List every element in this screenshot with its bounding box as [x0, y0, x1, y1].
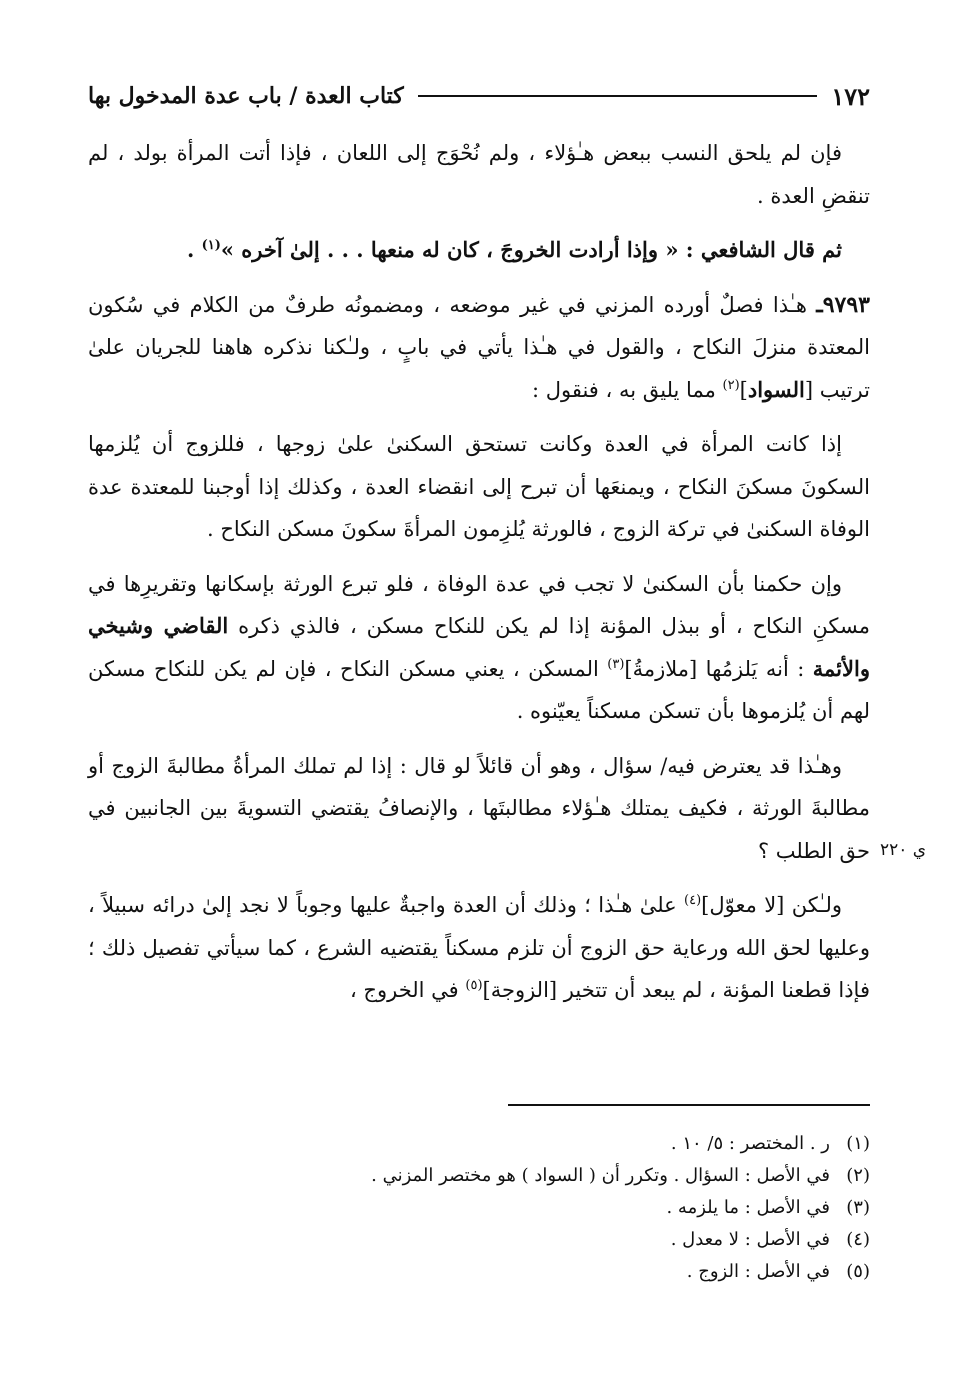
footnote-text: في الأصل : السؤال . وتكرر أن ( السواد ) هو مختصر المزني . [371, 1165, 830, 1186]
section-number: ٩٧٩٣ـ [816, 291, 870, 318]
bold-term: السواد [747, 376, 805, 402]
paragraph-text: : أنه يَلزمُها [ملازمةُ] [624, 656, 813, 681]
footnote-item [120, 1256, 870, 1288]
footnote-ref: (٥) [465, 978, 483, 993]
paragraph-5 [88, 563, 870, 733]
manuscript-folio-ref: ي ٢٢٠ [880, 840, 927, 860]
paragraph-3 [88, 284, 870, 412]
paragraph-text: المسكن ، يعني مسكن النكاح ، فإن لم يكن للنكاح مسكن لهم أن يُلزموها بأن تسكن مسكناً يعيّنوه . [88, 656, 870, 723]
paragraph-text: مما يليق به ، فنقول : [531, 377, 723, 402]
footnote-ref: (٤) [684, 893, 702, 908]
quote-text: ثم قال الشافعي : « وإذا أرادت الخروجَ ، كان له منعها . . . إلىٰ آخره » [220, 237, 842, 262]
paragraph-7 [88, 884, 870, 1012]
footnote-ref: (٣) [607, 656, 625, 672]
paragraph-text: وهـٰذا قد يعترض فيه/ سؤال ، وهو أن قائلاً لو قال : إذا لم تملك المرأةُ مطالبةَ الزوج أو مطالبةَ الورثة ، فكيف يمتلك هـٰؤلاء مطالبتَها ، والإنصافُ يقتضي التسويةَ بين الجانبين في حق الطلب ؟ [88, 753, 870, 863]
paragraph-text: وإن حكمنا بأن السكنىٰ لا تجب في عدة الوفاة ، فلو تبرع الورثة بإسكانها وتقريرِها في مسكنِ النكاح ، أو ببذل المؤنة إذا لم يكن للنكاح مسكن ، فالذي ذكره [88, 571, 870, 638]
footnote-number: (٤) [846, 1229, 870, 1250]
footnote-text: في الأصل : ما يلزمه . [666, 1197, 830, 1218]
header-title: كتاب العدة / باب عدة المدخول بها [88, 83, 404, 109]
footnote-ref: (٢) [722, 377, 740, 393]
footnote-separator [508, 1104, 870, 1106]
footnote-text: في الأصل : الزوج . [686, 1261, 830, 1282]
footnote-item [120, 1192, 870, 1224]
footnote-text: ر . المختصر : ٥/ ١٠ . [670, 1133, 830, 1154]
footnote-number: (١) [846, 1133, 870, 1154]
paragraph-text: ولـٰكن [لا معوّل] [701, 893, 842, 917]
paragraph-4 [88, 423, 870, 551]
footnote-item [120, 1224, 870, 1256]
paragraph-2-quote [88, 229, 870, 272]
paragraph-text: في الخروج ، [349, 978, 466, 1002]
paragraph-6 [88, 745, 870, 873]
page-number: ١٧٢ [831, 81, 870, 111]
paragraph-text: فإن لم يلحق النسب ببعض هـٰؤلاء ، ولم نُحْوَج إلى اللعان ، فإذا أتت المرأة بولد ، لم تنقضِ العدة . [88, 141, 870, 208]
footnotes [120, 1128, 870, 1288]
footnote-item [120, 1128, 870, 1160]
paragraph-1 [88, 132, 870, 217]
paragraph-text: علىٰ هـٰذا ؛ وذلك أن العدة واجبةٌ عليها وجوباً لا نجد إلىٰ درائه سبيلاً ، وعليها لحق الله ورعاية حق الزوج أن تلزم مسكناً يقتضيه الشرع ، كما سيأتي تفصيل ذلك ؛ فإذا قطعنا المؤنة ، لم يبعد أن تتخير [الزوجة] [88, 893, 870, 1002]
main-text [88, 132, 870, 1012]
footnote-ref: (١) [201, 238, 221, 253]
footnote-item [120, 1160, 870, 1192]
footnote-text: في الأصل : لا معدل . [670, 1229, 830, 1250]
bold-term: القاضي وشيخي والأئمة [88, 613, 870, 681]
header-rule [418, 95, 818, 97]
footnote-number: (٥) [846, 1261, 870, 1282]
running-header [88, 78, 870, 114]
paragraph-text: إذا كانت المرأة في العدة وكانت تستحق السكنىٰ علىٰ زوجها ، فللزوج أن يُلزمها السكونَ مسكنَ النكاح ، ويمنعَها أن تبرح إلى انقضاء العدة ، وكذلك إذا أوجبنا للمعتدة عدة الوفاة السكنىٰ في تركة الزوج ، فالورثة يُلزِمون المرأةَ سكونَ مسكن النكاح . [88, 432, 870, 541]
footnote-number: (٢) [846, 1165, 870, 1186]
paragraph-text: هـٰذا فصلٌ أورده المزني في غير موضعه ، ومضمونُه طرفٌ من الكلام في سُكون المعتدة منزلَ النكاح ، والقول في هـٰذا يأتي في بابٍ ، ولـٰكنا نذكره هاهنا للجريان علىٰ ترتيب [ [88, 292, 870, 402]
paragraph-text: ] [739, 377, 748, 402]
quote-end: . [186, 237, 202, 262]
footnote-number: (٣) [846, 1197, 870, 1218]
